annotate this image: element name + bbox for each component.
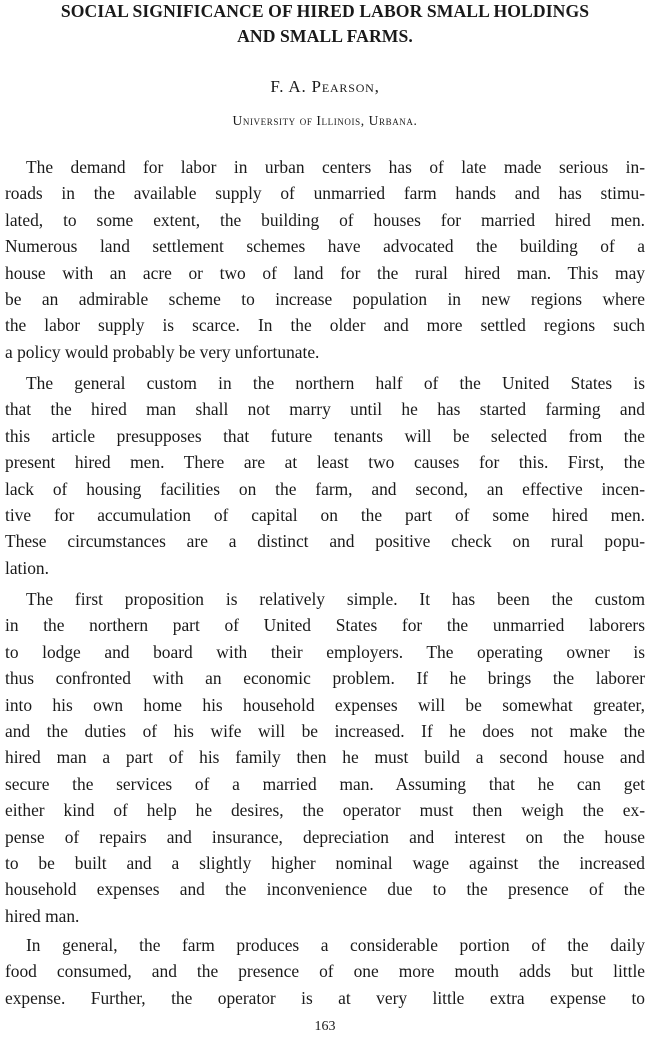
paragraph-line: Numerous land settlement schemes have advocated the building of a bbox=[5, 236, 645, 257]
paragraph-line: lated, to some extent, the building of houses for married hired men. bbox=[5, 209, 645, 230]
paragraph-line: The general custom in the northern half of the United States is bbox=[26, 373, 645, 393]
author-affiliation: University of Illinois, Urbana. bbox=[232, 113, 418, 128]
paragraph-line: into his own home his household expenses will be somewhat greater, bbox=[5, 694, 645, 715]
paragraph-line: pense of repairs and insurance, depreciation and interest on the house bbox=[5, 826, 645, 847]
paragraph-line: household expenses and the inconvenience due to the presence of the bbox=[5, 879, 645, 900]
paragraph-line: be an admirable scheme to increase population in new regions where bbox=[5, 288, 645, 309]
paragraph-line: lation. bbox=[5, 557, 49, 578]
page-number: 163 bbox=[314, 1019, 336, 1034]
paragraph-1 bbox=[5, 154, 645, 365]
paragraph-line: In general, the farm produces a considerable portion of the daily bbox=[26, 935, 645, 955]
article-title-line-2: AND SMALL FARMS. bbox=[237, 26, 413, 46]
paragraph-line: food consumed, and the presence of one more mouth adds but little bbox=[5, 961, 645, 982]
paragraph-line: to lodge and board with their employers. The operating owner is bbox=[5, 641, 645, 662]
paragraph-line: a policy would probably be very unfortunate. bbox=[5, 341, 320, 362]
paragraph-line: roads in the available supply of unmarried farm hands and has stimu- bbox=[5, 183, 645, 204]
paragraph-line: expense. Further, the operator is at very little extra expense to bbox=[5, 987, 645, 1008]
paragraph-line: either kind of help he desires, the operator must then weigh the ex- bbox=[5, 800, 645, 821]
paragraph-4 bbox=[5, 932, 645, 1011]
paragraph-line: in the northern part of United States for the unmarried laborers bbox=[5, 615, 645, 636]
paragraph-line: tive for accumulation of capital on the part of some hired men. bbox=[5, 504, 645, 525]
paragraph-line: that the hired man shall not marry until he has started farming and bbox=[5, 399, 645, 420]
paragraph-2 bbox=[5, 370, 645, 581]
paragraph-line: thus confronted with an economic problem. If he brings the laborer bbox=[5, 668, 645, 689]
paragraph-line: house with an acre or two of land for the rural hired man. This may bbox=[5, 262, 645, 283]
paragraph-line: this article presupposes that future tenants will be selected from the bbox=[5, 425, 645, 446]
paragraph-line: to be built and a slightly higher nominal wage against the increased bbox=[5, 852, 645, 873]
paragraph-line: lack of housing facilities on the farm, and second, an effective incen- bbox=[5, 478, 645, 499]
paragraph-line: These circumstances are a distinct and positive check on rural popu- bbox=[5, 531, 645, 552]
paragraph-line: The demand for labor in urban centers has of late made serious in- bbox=[26, 157, 645, 177]
paragraph-3 bbox=[5, 586, 645, 929]
author-name: F. A. Pearson, bbox=[270, 77, 380, 96]
paragraph-line: secure the services of a married man. Assuming that he can get bbox=[5, 773, 645, 794]
paragraph-line: The first proposition is relatively simple. It has been the custom bbox=[26, 589, 645, 609]
paragraph-line: hired man a part of his family then he must build a second house and bbox=[5, 747, 645, 768]
paragraph-line: hired man. bbox=[5, 905, 80, 926]
paragraph-line: and the duties of his wife will be increased. If he does not make the bbox=[5, 720, 645, 741]
paragraph-line: present hired men. There are at least two causes for this. First, the bbox=[5, 452, 645, 473]
paragraph-line: the labor supply is scarce. In the older and more settled regions such bbox=[5, 315, 645, 336]
article-title-line-1: SOCIAL SIGNIFICANCE OF HIRED LABOR SMALL HOLDINGS bbox=[60, 1, 590, 21]
